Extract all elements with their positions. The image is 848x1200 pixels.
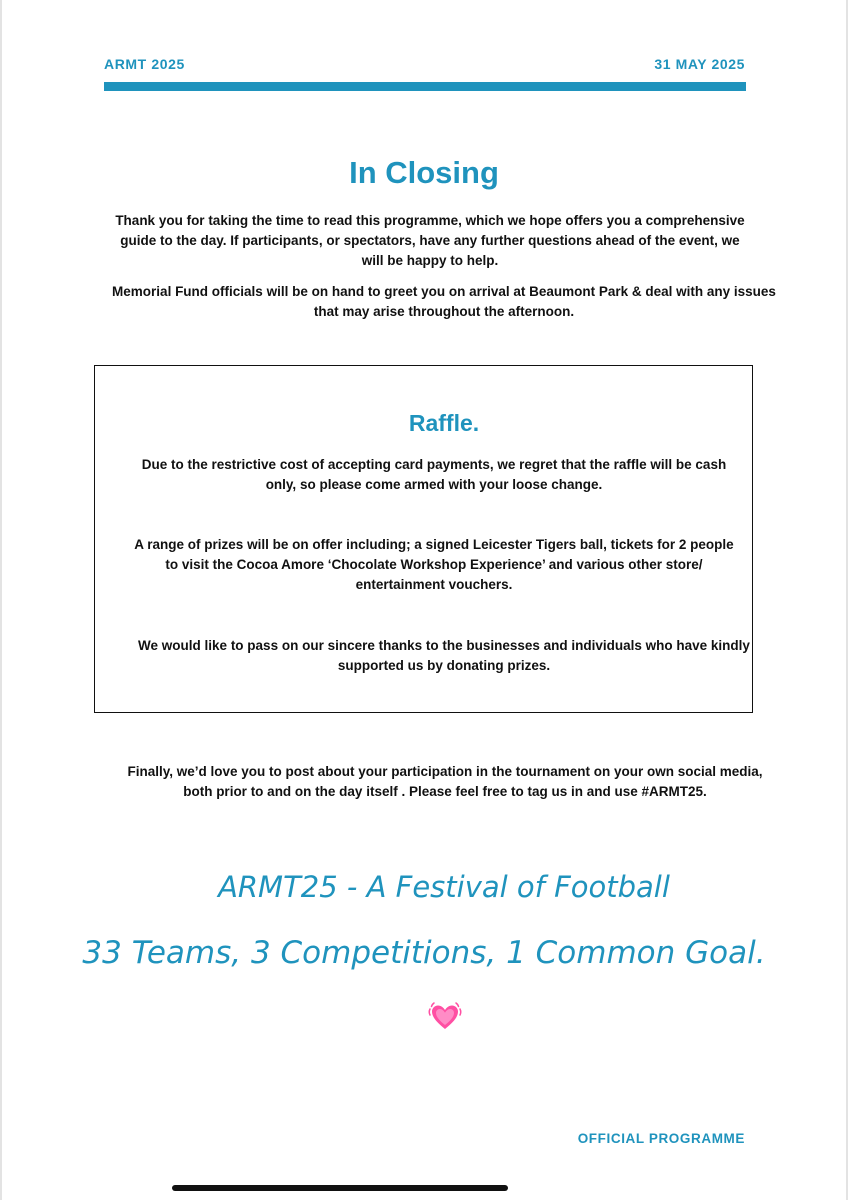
raffle-paragraph-2: A range of prizes will be on offer including; a signed Leicester Tigers ball, tickets for 2 people to visit the Cocoa Amore ‘Chocolate Workshop Experience’ and various other store/ entertainment vouchers. (134, 537, 734, 592)
footer-official-programme: OFFICIAL PROGRAMME (577, 1131, 745, 1146)
raffle-paragraph-3: We would like to pass on our sincere thanks to the businesses and individuals who have kindly supported us by donating prizes. (138, 638, 750, 673)
page-title: In Closing (349, 155, 499, 190)
finally-paragraph: Finally, we’d love you to post about your participation in the tournament on your own social media, both prior to and on the day itself . Please feel free to tag us in and use #ARMT25. (127, 764, 763, 799)
beating-heart-icon (428, 1000, 462, 1034)
raffle-title: Raffle. (408, 410, 480, 436)
slogan-line-1: ARMT25 - A Festival of Football (218, 870, 670, 904)
header-event-date: 31 MAY 2025 (654, 56, 745, 72)
closing-paragraph-1: Thank you for taking the time to read this programme, which we hope offers you a comprehensive guide to the day. If participants, or spectators, have any further questions ahead of the event, we will be happy to help. (115, 213, 745, 268)
home-indicator-bar[interactable] (172, 1185, 508, 1191)
slogan-line-2: 33 Teams, 3 Competitions, 1 Common Goal. (82, 935, 766, 971)
closing-paragraph-2: Memorial Fund officials will be on hand to greet you on arrival at Beaumont Park & deal with any issues that may arise throughout the afternoon. (112, 284, 776, 319)
header-event-title: ARMT 2025 (104, 56, 185, 72)
header-rule (104, 82, 746, 91)
raffle-paragraph-1: Due to the restrictive cost of accepting card payments, we regret that the raffle will be cash only, so please come armed with your loose change. (141, 457, 727, 492)
